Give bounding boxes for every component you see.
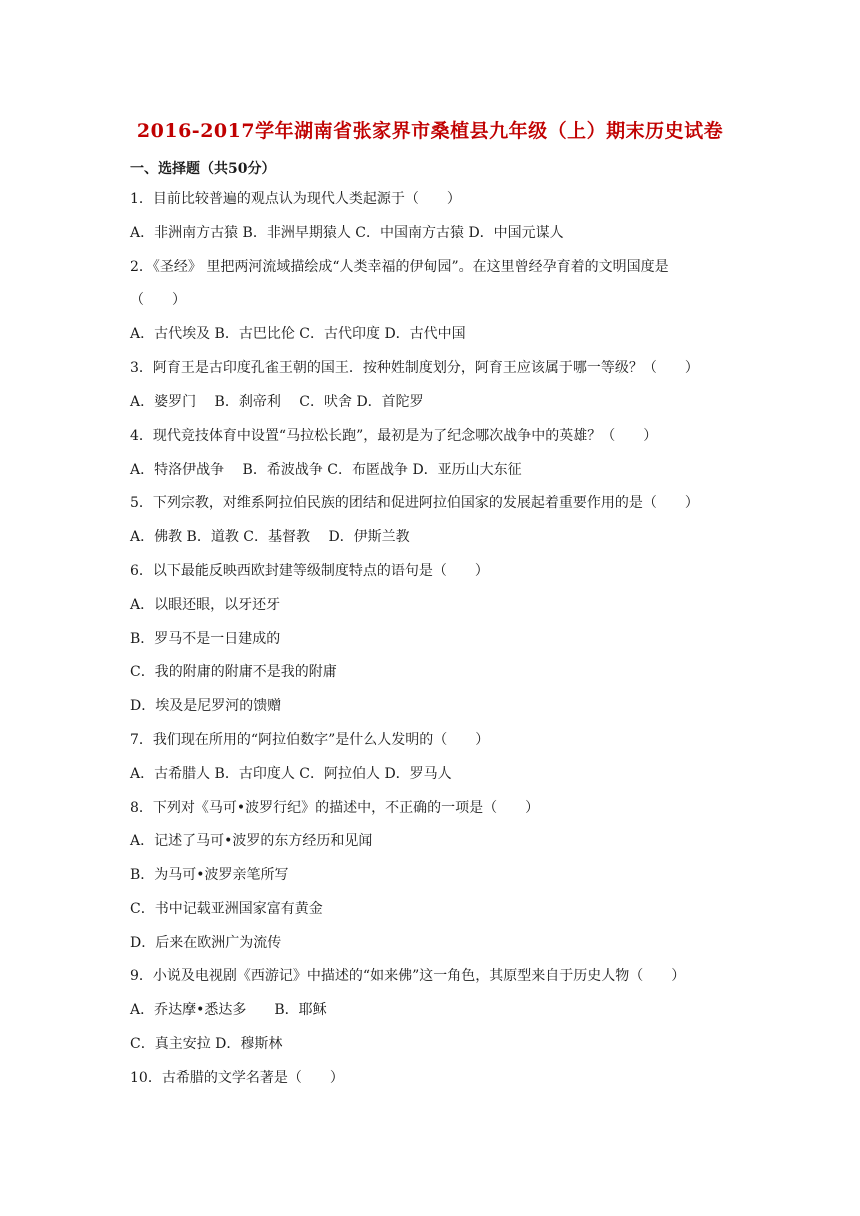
question-line: B．为马可•波罗亲笔所写: [130, 867, 289, 883]
question-line: D．后来在欧洲广为流传: [130, 935, 282, 951]
question-line: C．我的附庸的附庸不是我的附庸: [130, 664, 337, 680]
question-line: A．以眼还眼，以牙还牙: [130, 597, 281, 613]
question-line: A．非洲南方古猿 B．非洲早期猿人 C．中国南方古猿 D．中国元谋人: [130, 225, 564, 241]
question-line: 8．下列对《马可•波罗行纪》的描述中，不正确的一项是（ ）: [130, 800, 540, 816]
question-line: C．书中记载亚洲国家富有黄金: [130, 901, 323, 917]
question-line: D．埃及是尼罗河的馈赠: [130, 698, 282, 714]
question-line: （ ）: [130, 292, 186, 308]
question-line: A．佛教 B．道教 C．基督教 D．伊斯兰教: [130, 529, 410, 545]
question-line: 2．《圣经》 里把两河流域描绘成“人类幸福的伊甸园”。在这里曾经孕育着的文明国度是: [130, 259, 669, 275]
question-line: 4．现代竞技体育中设置“马拉松长跑”，最初是为了纪念哪次战争中的英雄？（ ）: [130, 428, 658, 444]
question-line: 9．小说及电视剧《西游记》中描述的“如来佛”这一角色，其原型来自于历史人物（ ）: [130, 968, 686, 984]
question-line: A．乔达摩•悉达多 B．耶稣: [130, 1002, 327, 1018]
question-line: A．婆罗门 B．刹帝利 C．吠舍 D．首陀罗: [130, 394, 424, 410]
question-line: 5．下列宗教，对维系阿拉伯民族的团结和促进阿拉伯国家的发展起着重要作用的是（ ）: [130, 495, 699, 511]
question-line: 7．我们现在所用的“阿拉伯数字”是什么人发明的（ ）: [130, 732, 490, 748]
question-line: B．罗马不是一日建成的: [130, 631, 281, 647]
question-line: 3．阿育王是古印度孔雀王朝的国王．按种姓制度划分，阿育王应该属于哪一等级？（ ）: [130, 360, 699, 376]
section-heading: 一、选择题（共50分）: [130, 161, 276, 177]
question-line: A．古希腊人 B．古印度人 C．阿拉伯人 D．罗马人: [130, 766, 452, 782]
question-line: 1．目前比较普遍的观点认为现代人类起源于（ ）: [130, 191, 461, 207]
exam-title: 2016-2017学年湖南省张家界市桑植县九年级（上）期末历史试卷: [136, 120, 724, 142]
question-line: A．特洛伊战争 B．希波战争 C．布匿战争 D．亚历山大东征: [130, 462, 522, 478]
question-line: A．古代埃及 B．古巴比伦 C．古代印度 D．古代中国: [130, 326, 466, 342]
question-line: A．记述了马可•波罗的东方经历和见闻: [130, 833, 373, 849]
question-line: 10．古希腊的文学名著是（ ）: [130, 1070, 344, 1086]
question-line: C．真主安拉 D．穆斯林: [130, 1036, 283, 1052]
question-line: 6．以下最能反映西欧封建等级制度特点的语句是（ ）: [130, 563, 489, 579]
